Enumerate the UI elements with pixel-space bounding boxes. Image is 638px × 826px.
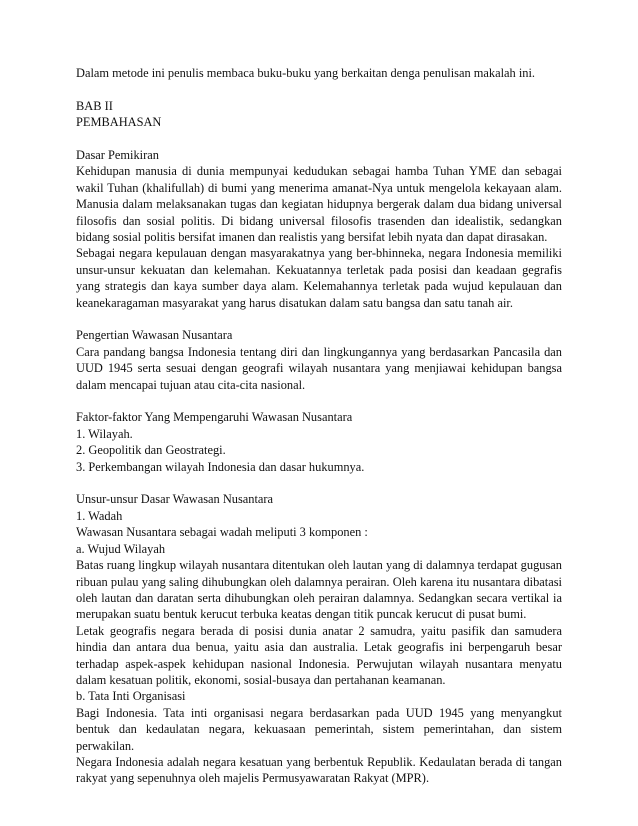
paragraph: Sebagai negara kepulauan dengan masyarakatnya yang ber-bhinneka, negara Indonesia memiliki unsur-unsur kekuatan dan kelemahan. Kekuatannya terletak pada posisi dan keadaan gegrafis yang strategis dan kaya sumber daya alam. Kelemahannya terletak pada wujud kepulauan dan keanekaragaman masyarakat yang harus disatukan dalam satu bangsa dan satu tanah air.: [76, 246, 562, 310]
intro-section: [76, 65, 562, 81]
document-page: [76, 65, 562, 803]
chapter-heading: [76, 98, 562, 131]
paragraph: Kehidupan manusia di dunia mempunyai kedudukan sebagai hamba Tuhan YME dan sebagai wakil Tuhan (khalifullah) di bumi yang menerima amanat-Nya untuk mengelola kekayaan alam. Manusia dalam melaksanakan tugas dan kegiatan hidupnya bergerak dalam dua bidang universal filosofis dan sosial politis. Di bidang universal filosofis trasenden dan idealistik, sedangkan bidang sosial politis bersifat imanen dan realistis yang bersifat lebih nyata dan dapat dirasakan.: [76, 164, 562, 245]
paragraph: Letak geografis negara berada di posisi dunia anatar 2 samudra, yaitu pasifik dan samudera hindia dan antara dua benua, yaitu asia dan australia. Letak geografis ini berpengaruh besar terhadap aspek-aspek kehidupan nasional Indonesia. Perwujutan wilayah nusantara menyatu dalam kesatuan politik, ekonomi, sosial-busaya dan pertahanan keamanan.: [76, 623, 562, 687]
intro-paragraph: Dalam metode ini penulis membaca buku-buku yang berkaitan denga penulisan makalah ini.: [76, 66, 536, 80]
section-heading: Unsur-unsur Dasar Wawasan Nusantara: [76, 492, 274, 507]
section-pengertian: [76, 327, 562, 393]
list-item: 1. Wilayah.: [76, 426, 133, 441]
list-item: 2. Geopolitik dan Geostrategi.: [76, 443, 226, 458]
subsection-text: Wawasan Nusantara sebagai wadah meliputi 3 komponen :: [76, 525, 368, 540]
section-heading: Dasar Pemikiran: [76, 148, 159, 162]
section-heading: Faktor-faktor Yang Mempengaruhi Wawasan Nusantara: [76, 410, 353, 425]
section-unsur: [76, 491, 562, 786]
paragraph: Cara pandang bangsa Indonesia tentang diri dan lingkungannya yang berdasarkan Pancasila dan UUD 1945 serta sesuai dengan geografi wilayah nusantara yang menjiawai kehidupan bangsa dalam mencapai tujuan atau cita-cita nasional.: [76, 344, 562, 392]
subsection-heading: 1. Wadah: [76, 508, 123, 523]
paragraph: Bagi Indonesia. Tata inti organisasi negara berdasarkan pada UUD 1945 yang menyangkut bentuk dan kedaulatan negara, kekuasaan pemerintah, sistem pemerintahan, dan sistem perwakilan.: [76, 705, 562, 753]
subsection-heading: b. Tata Inti Organisasi: [76, 689, 186, 704]
section-faktor: [76, 409, 562, 475]
section-heading: Pengertian Wawasan Nusantara: [76, 328, 233, 343]
chapter-number: BAB II: [76, 98, 113, 113]
chapter-title: PEMBAHASAN: [76, 115, 162, 130]
paragraph: Negara Indonesia adalah negara kesatuan yang berbentuk Republik. Kedaulatan berada di tangan rakyat yang sepenuhnya oleh majelis Permusyawaratan Rakyat (MPR).: [76, 754, 562, 786]
subsection-heading: a. Wujud Wilayah: [76, 541, 166, 556]
section-dasar-pemikiran: [76, 147, 562, 311]
paragraph: Batas ruang lingkup wilayah nusantara ditentukan oleh lautan yang di dalamnya terdapat gugusan ribuan pulau yang saling dihubungkan oleh dalamnya perairan. Oleh karena itu nusantara dibatasi oleh lautan dan daratan serta dihubungkan oleh perairan dalamnya. Sedangkan secara vertikal ia merupakan suatu bentuk kerucut terbuka keatas dengan titik puncak kerucut di pusat bumi.: [76, 558, 562, 622]
list-item: 3. Perkembangan wilayah Indonesia dan dasar hukumnya.: [76, 459, 365, 474]
